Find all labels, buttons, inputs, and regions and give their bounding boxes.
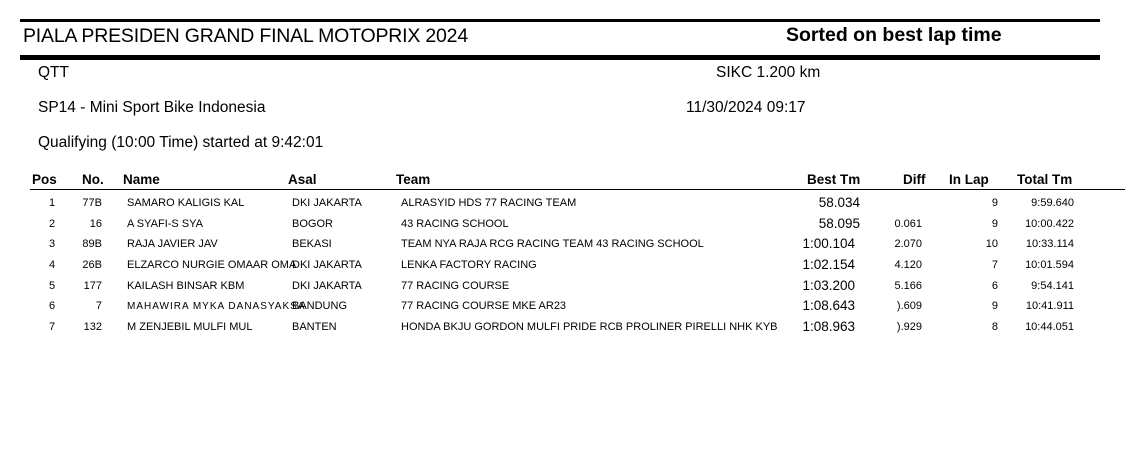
cell-best-time: 1:02.154 xyxy=(802,257,855,272)
col-header-diff: Diff xyxy=(903,172,926,187)
cell-best-time: 1:08.643 xyxy=(802,298,855,313)
cell-in-lap: 8 xyxy=(991,321,998,333)
cell-team: ALRASYID HDS 77 RACING TEAM xyxy=(401,197,577,209)
top-rule xyxy=(20,19,1100,22)
session-info: Qualifying (10:00 Time) started at 9:42:01 xyxy=(38,134,324,151)
cell-total-time: 10:41.911 xyxy=(1025,300,1074,312)
cell-diff: ).609 xyxy=(896,300,922,312)
cell-best-time: 58.034 xyxy=(818,195,860,210)
session-code: QTT xyxy=(38,64,69,81)
col-header-no: No. xyxy=(82,172,104,187)
cell-asal: DKI JAKARTA xyxy=(292,197,362,209)
cell-name: RAJA JAVIER JAV xyxy=(127,238,218,250)
cell-name: A SYAFI-S SYA xyxy=(127,218,204,230)
col-header-team: Team xyxy=(396,172,431,187)
cell-pos: 4 xyxy=(48,259,56,271)
sort-note: Sorted on best lap time xyxy=(786,24,1002,46)
header-rule xyxy=(20,55,1100,60)
col-header-total-time: Total Tm xyxy=(1017,172,1073,187)
cell-total-time: 9:59.640 xyxy=(1031,197,1074,209)
cell-diff: ).929 xyxy=(896,321,922,333)
circuit-name: SIKC 1.200 km xyxy=(716,64,821,81)
col-header-asal: Asal xyxy=(288,172,317,187)
cell-in-lap: 7 xyxy=(991,259,998,271)
cell-best-time: 58.095 xyxy=(818,216,860,231)
cell-best-time: 1:08.963 xyxy=(802,319,855,334)
cell-in-lap: 6 xyxy=(991,280,998,292)
cell-team: 77 RACING COURSE MKE AR23 xyxy=(401,300,567,312)
cell-name: KAILASH BINSAR KBM xyxy=(127,280,245,292)
cell-pos: 1 xyxy=(48,197,56,209)
cell-total-time: 10:44.051 xyxy=(1025,321,1074,333)
cell-name: MAHAWIRA MYKA DANASYAKSA xyxy=(127,301,306,312)
col-header-name: Name xyxy=(123,172,160,187)
table-header-rule xyxy=(30,189,1125,190)
cell-asal: DKI JAKARTA xyxy=(292,280,362,292)
col-header-pos: Pos xyxy=(32,172,57,187)
cell-no: 16 xyxy=(89,218,102,230)
cell-pos: 7 xyxy=(48,321,56,333)
cell-pos: 3 xyxy=(48,238,56,250)
event-title: PIALA PRESIDEN GRAND FINAL MOTOPRIX 2024 xyxy=(23,25,468,47)
cell-team: 43 RACING SCHOOL xyxy=(401,218,509,230)
cell-asal: BEKASI xyxy=(292,238,332,250)
cell-total-time: 10:33.114 xyxy=(1025,238,1074,250)
cell-diff: 2.070 xyxy=(894,238,922,250)
cell-no: 177 xyxy=(83,280,102,292)
cell-name: SAMARO KALIGIS KAL xyxy=(127,197,245,209)
cell-asal: DKI JAKARTA xyxy=(292,259,362,271)
cell-total-time: 10:01.594 xyxy=(1025,259,1074,271)
cell-team: TEAM NYA RAJA RCG RACING TEAM 43 RACING SCHOOL xyxy=(401,238,704,250)
cell-total-time: 10:00.422 xyxy=(1025,218,1074,230)
cell-in-lap: 9 xyxy=(991,197,998,209)
cell-best-time: 1:03.200 xyxy=(802,278,855,293)
cell-asal: BOGOR xyxy=(292,218,333,230)
cell-diff: 0.061 xyxy=(894,218,922,230)
class-name: SP14 - Mini Sport Bike Indonesia xyxy=(38,99,266,116)
cell-total-time: 9:54.141 xyxy=(1031,280,1074,292)
cell-name: M ZENJEBIL MULFI MUL xyxy=(127,321,253,333)
col-header-best-time: Best Tm xyxy=(807,172,861,187)
report-datetime: 11/30/2024 09:17 xyxy=(686,99,806,116)
cell-team: 77 RACING COURSE xyxy=(401,280,510,292)
col-header-in-lap: In Lap xyxy=(949,172,989,187)
cell-pos: 2 xyxy=(48,218,56,230)
cell-in-lap: 9 xyxy=(991,218,998,230)
cell-pos: 6 xyxy=(48,300,56,312)
cell-in-lap: 9 xyxy=(991,300,998,312)
cell-best-time: 1:00.104 xyxy=(802,236,855,251)
cell-no: 132 xyxy=(83,321,102,333)
cell-no: 7 xyxy=(95,300,102,312)
cell-no: 89B xyxy=(82,238,102,250)
cell-asal: BANTEN xyxy=(292,321,337,333)
cell-no: 77B xyxy=(82,197,102,209)
cell-pos: 5 xyxy=(48,280,56,292)
cell-no: 26B xyxy=(82,259,102,271)
cell-team: LENKA FACTORY RACING xyxy=(401,259,537,271)
cell-team: HONDA BKJU GORDON MULFI PRIDE RCB PROLINER PIRELLI NHK KYB xyxy=(401,321,778,333)
cell-asal: BANDUNG xyxy=(292,300,348,312)
cell-name: ELZARCO NURGIE OMAAR OMA xyxy=(127,259,297,271)
cell-in-lap: 10 xyxy=(985,238,998,250)
cell-diff: 4.120 xyxy=(894,259,922,271)
cell-diff: 5.166 xyxy=(894,280,922,292)
